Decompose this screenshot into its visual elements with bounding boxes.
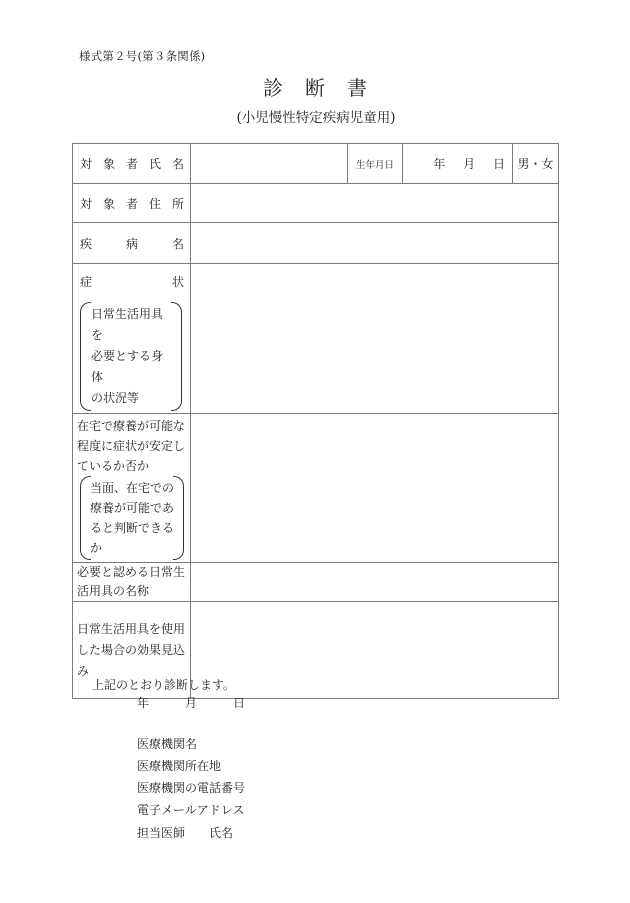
title-char: 診	[263, 76, 283, 100]
label-line: 日常生活用具を使用	[77, 621, 186, 636]
label-line: み	[77, 663, 90, 678]
symptoms-note-bracket	[80, 302, 182, 411]
attending-physician-name: 担当医師 氏名	[137, 826, 234, 840]
label-char: 氏	[148, 157, 161, 171]
month-unit: 月	[185, 696, 198, 710]
medical-institution-phone: 医療機関の電話番号	[137, 781, 246, 795]
label-symptoms	[73, 264, 191, 414]
month-unit: 月	[463, 157, 476, 171]
label-home-care-stability	[73, 414, 191, 563]
row-equipment-name	[73, 563, 559, 602]
day-unit: 日	[492, 157, 505, 171]
document-subtitle	[0, 106, 630, 126]
label-subject-address	[73, 184, 191, 223]
label-line: 程度に症状が安定し	[77, 439, 186, 453]
label-subject-name	[73, 144, 191, 184]
label-char: 名	[171, 236, 184, 251]
email-address: 電子メールアドレス	[137, 803, 245, 817]
row-symptoms	[73, 264, 559, 414]
note-line: の状況等	[91, 391, 140, 405]
subject-name-field[interactable]	[191, 144, 348, 184]
label-char: 疾	[80, 236, 93, 251]
birthdate-label: 生年月日	[348, 144, 403, 184]
form-number: 様式第２号(第３条関係)	[79, 49, 206, 63]
label-line: 在宅で療養が可能な	[77, 419, 186, 433]
note-line: 必要とする身体	[91, 349, 164, 384]
label-equipment-name	[73, 563, 191, 602]
label-line: ているか否か	[77, 459, 150, 473]
label-char: 対	[80, 157, 93, 171]
home-care-stability-field[interactable]	[191, 414, 559, 563]
document-title	[0, 72, 630, 101]
label-char: 名	[171, 157, 184, 171]
row-home-care-stability	[73, 414, 559, 563]
title-char: 書	[347, 76, 367, 100]
note-line: ると判断できる	[90, 521, 175, 535]
label-char: 者	[125, 196, 138, 211]
label-char: 者	[125, 157, 138, 171]
label-char: 象	[102, 157, 115, 171]
label-char: 住	[148, 196, 161, 211]
year-unit: 年	[137, 696, 150, 710]
medical-institution-name: 医療機関名	[137, 737, 198, 751]
note-line: 療養が可能であ	[90, 501, 175, 515]
label-char: 病	[125, 236, 138, 251]
note-line: 当面、在宅での	[90, 481, 175, 495]
certification-statement: 上記のとおり診断します。	[92, 678, 236, 692]
birthdate-field[interactable]	[403, 144, 513, 184]
subtitle-text: (小児慢性特定疾病児童用)	[236, 110, 396, 126]
title-char: 断	[305, 76, 325, 100]
label-char: 症	[80, 275, 93, 289]
sex-selection[interactable]: 男・女	[513, 144, 559, 184]
label-line: 活用具の名称	[77, 584, 150, 598]
row-disease-name	[73, 223, 559, 264]
label-line: 必要と認める日常生	[77, 565, 186, 579]
row-subject-name	[73, 144, 559, 184]
label-char: 所	[171, 196, 184, 211]
row-subject-address	[73, 184, 559, 223]
day-unit: 日	[233, 696, 246, 710]
subject-address-field[interactable]	[191, 184, 559, 223]
equipment-name-field[interactable]	[191, 563, 559, 602]
home-care-note-bracket	[80, 476, 184, 560]
label-disease-name	[73, 223, 191, 264]
note-line: 日常生活用具を	[91, 307, 164, 342]
note-line: か	[90, 541, 103, 555]
disease-name-field[interactable]	[191, 223, 559, 264]
label-char: 対	[80, 196, 93, 211]
label-char: 象	[102, 196, 115, 211]
expected-effect-field[interactable]	[191, 602, 559, 699]
year-unit: 年	[433, 157, 446, 171]
diagnosis-form-table	[72, 143, 559, 699]
certification-date[interactable]	[137, 694, 245, 711]
label-line: した場合の効果見込	[77, 642, 186, 657]
label-char: 状	[171, 275, 184, 289]
medical-institution-address: 医療機関所在地	[137, 759, 222, 773]
symptoms-field[interactable]	[191, 264, 559, 414]
